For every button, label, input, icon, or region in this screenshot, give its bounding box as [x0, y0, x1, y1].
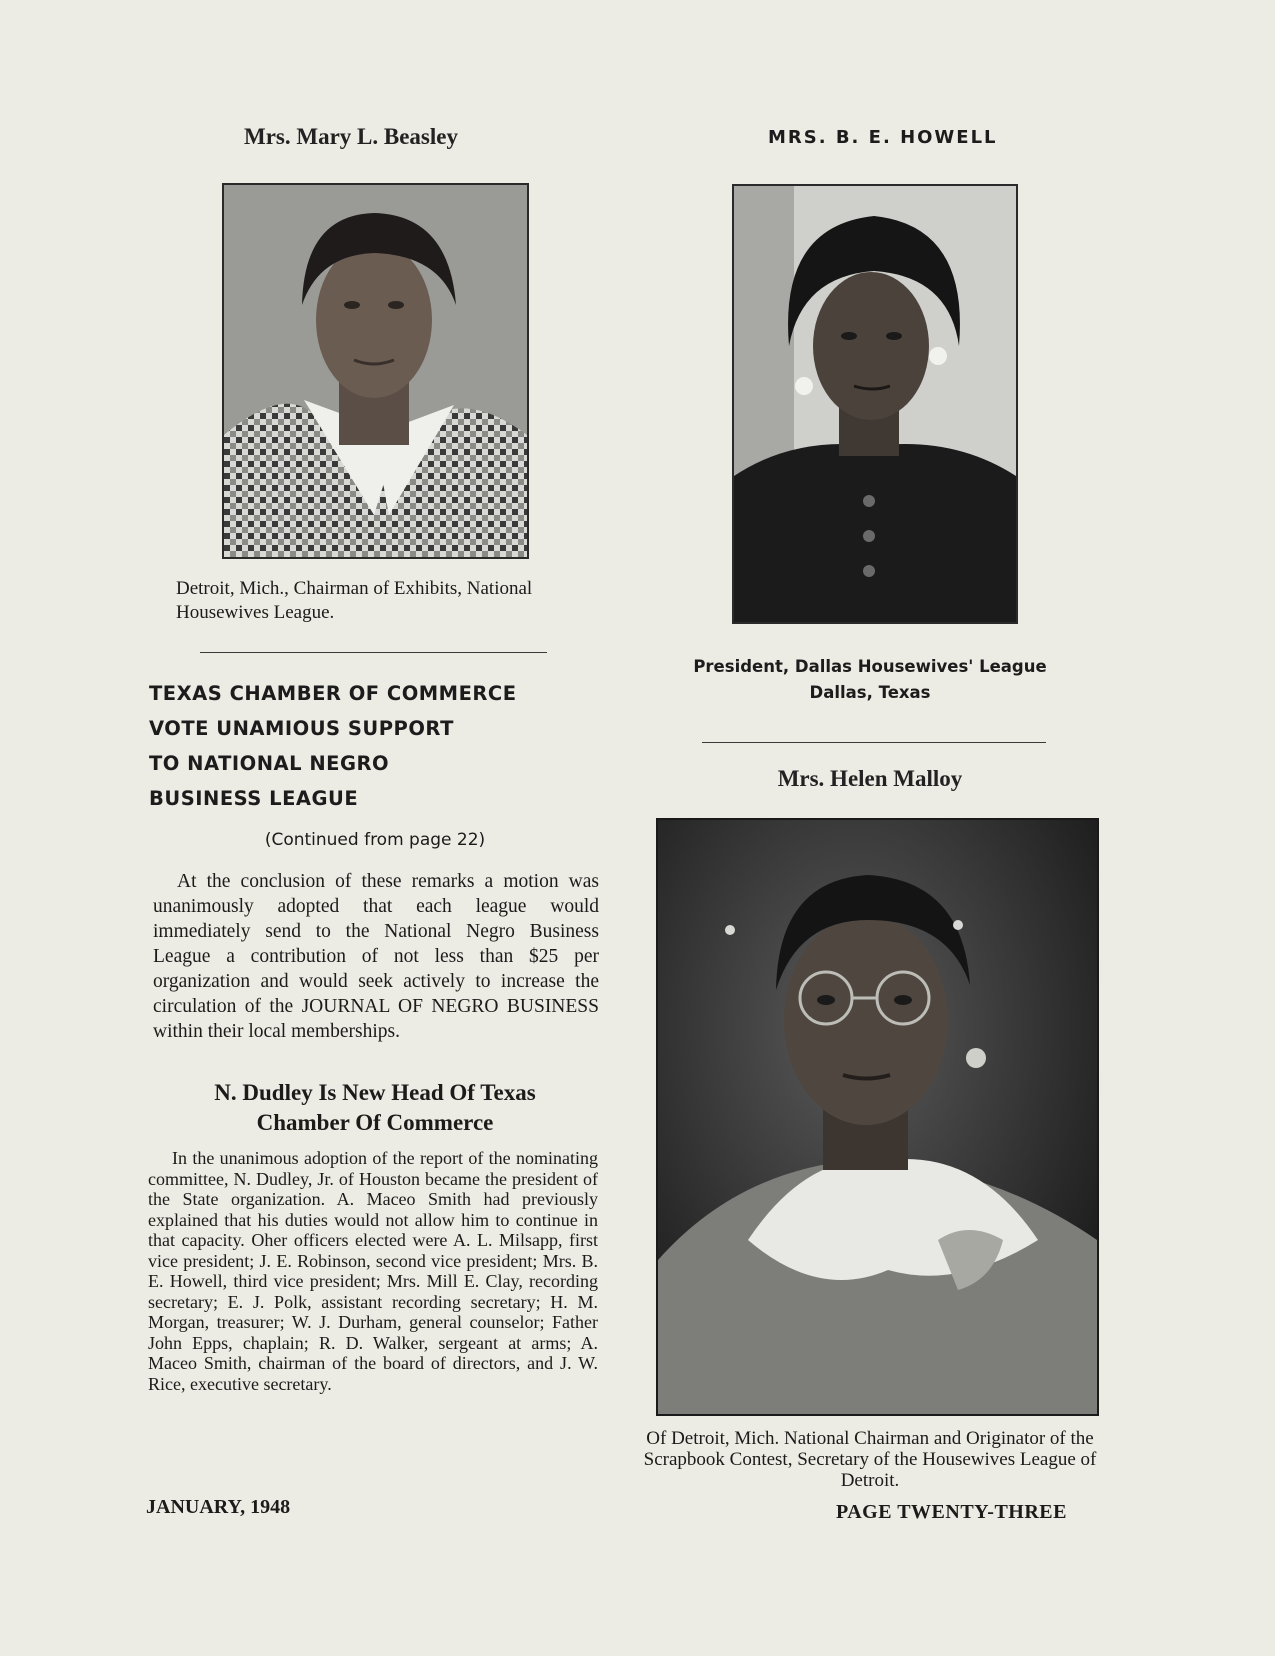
headline-line-3: TO NATIONAL NEGRO [149, 752, 390, 775]
portrait-photo-howell [732, 184, 1018, 624]
headline-line-2: VOTE UNAMIOUS SUPPORT [149, 717, 454, 740]
portrait-illustration-malloy [658, 820, 1097, 1414]
paragraph-motion: At the conclusion of these remarks a motion was unanimously adopted that each league would immediately send to the National Negro Business League a contribution of not less than $25 per organization and would seek actively to increase the circulation of the JOURNAL OF NEGRO BUSINESS within their local memberships. [153, 871, 599, 1042]
portrait-caption-howell-line-2: Dallas, Texas [809, 683, 931, 702]
paragraph-officers: In the unanimous adoption of the report of the nominating committee, N. Dudley, Jr. of Houston became the president of the State organization. A. Maceo Smith had previously explained that his duties would not allow him to continue in that capacity. Oher officers elected were A. L. Milsapp, first vice president; J. E. Robinson, second vice president; Mrs. B. E. Howell, third vice president; Mrs. Mill E. Clay, recording secretary; E. J. Polk, assistant recording secretary; H. M. Morgan, treasurer; W. J. Durham, general counselor; Father John Epps, chaplain; R. D. Walker, sergeant at arms; A. Maceo Smith, chairman of the board of directors, and J. W. Rice, executive secretary. [148, 1148, 598, 1394]
portrait-illustration-beasley [224, 185, 527, 557]
headline-line-1: TEXAS CHAMBER OF COMMERCE [149, 682, 517, 705]
portrait-caption-malloy: Of Detroit, Mich. National Chairman and Originator of the Scrapbook Contest, Secretary of the Housewives League of Detroit. [643, 1428, 1097, 1491]
portrait-caption-howell [660, 654, 1080, 706]
portrait-name-malloy: Mrs. Helen Malloy [777, 766, 963, 791]
subheadline-line-1: N. Dudley Is New Head Of Texas [214, 1080, 536, 1105]
headline [149, 676, 517, 816]
portrait-caption-howell-line-1: President, Dallas Housewives' League [693, 657, 1047, 676]
portrait-name-beasley: Mrs. Mary L. Beasley [244, 124, 458, 149]
footer-date: JANUARY, 1948 [146, 1496, 291, 1518]
divider-right [702, 742, 1046, 743]
subheadline-line-2: Chamber Of Commerce [256, 1110, 494, 1135]
portrait-photo-beasley [222, 183, 529, 559]
portrait-illustration-howell [734, 186, 1016, 622]
portrait-name-howell: MRS. B. E. HOWELL [768, 127, 998, 148]
portrait-photo-malloy [656, 818, 1099, 1416]
divider-left [200, 652, 547, 653]
continued-note: (Continued from page 22) [264, 830, 486, 850]
headline-line-4: BUSINESS LEAGUE [149, 787, 359, 810]
footer-page-number: PAGE TWENTY-THREE [836, 1501, 1067, 1523]
subheadline [150, 1078, 600, 1138]
portrait-caption-beasley: Detroit, Mich., Chairman of Exhibits, National Housewives League. [176, 578, 533, 623]
